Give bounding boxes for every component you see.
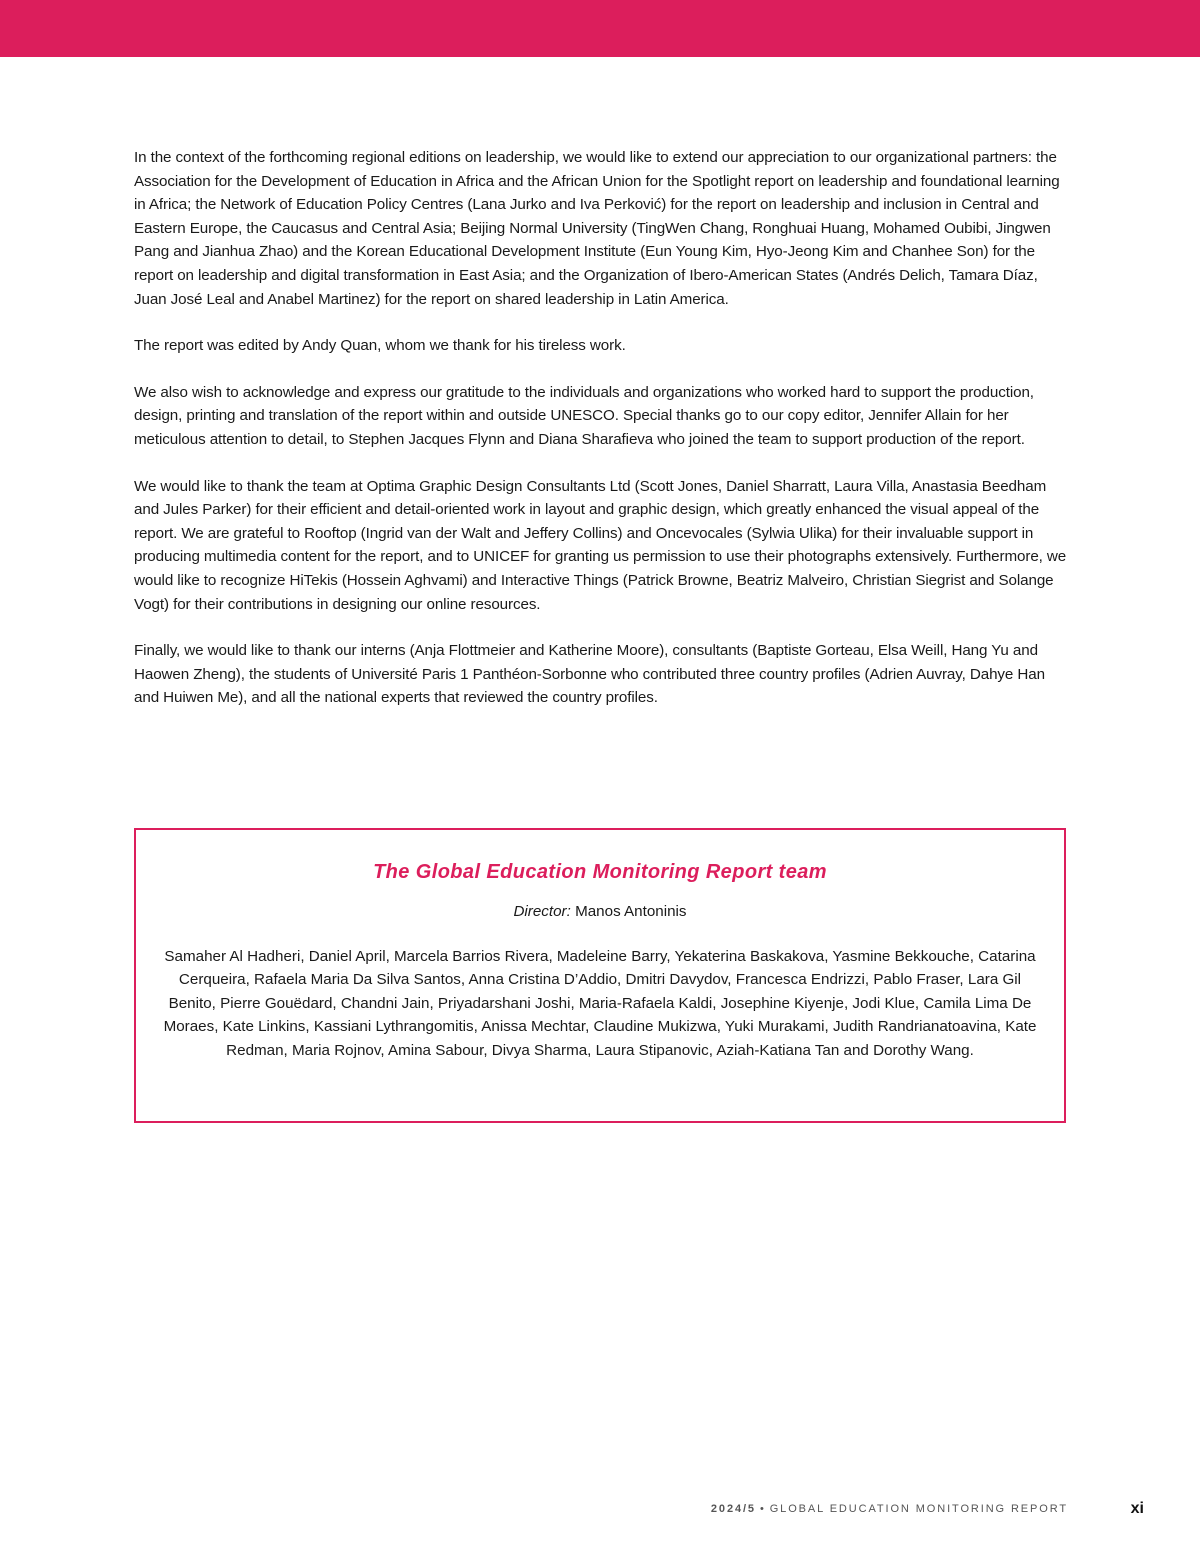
paragraph-regional-partners: In the context of the forthcoming regional editions on leadership, we would like to extend our appreciation to our organizational partners: the Association for the Development of Education in Africa and the African Union for the Spotlight report on leadership and foundational learning in Africa; the Network of Education Policy Centres (Lana Jurko and Iva Perković) for the report on leadership and inclusion in Central and Eastern Europe, the Caucasus and Central Asia; Beijing Normal University (TingWen Chang, Ronghuai Huang, Mohamed Oubibi, Jingwen Pang and Jianhua Zhao) and the Korean Educational Development Institute (Eun Young Kim, Hyo-Jeong Kim and Chanhee Son) for the report on leadership and digital transformation in East Asia; and the Organization of Ibero-American States (Andrés Delich, Tamara Díaz, Juan José Leal and Anabel Martinez) for the report on shared leadership in Latin America. xyxy=(134,149,1060,308)
paragraph-design: We would like to thank the team at Optima Graphic Design Consultants Ltd (Scott Jones, Daniel Sharratt, Laura Villa, Anastasia Beedham and Jules Parker) for their efficient and detail-oriented work in layout and graphic design, which greatly enhanced the visual appeal of the report. We are grateful to Rooftop (Ingrid van der Walt and Jeffery Collins) and Oncevocales (Sylwia Ulika) for their invaluable support in producing multimedia content for the report, and to UNICEF for granting us permission to use their photographs extensively. Furthermore, we would like to recognize HiTekis (Hossein Aghvami) and Interactive Things (Patrick Browne, Beatriz Malveiro, Christian Siegrist and Solange Vogt) for their contributions in designing our online resources. xyxy=(134,477,1067,613)
paragraph-production: We also wish to acknowledge and express our gratitude to the individuals and organizations who worked hard to support the production, design, printing and translation of the report within and outside UNESCO. Special thanks go to our copy editor, Jennifer Allain for her meticulous attention to detail, to Stephen Jacques Flynn and Diana Sharafieva who joined the team to support production of the report. xyxy=(134,383,1034,448)
footer-year: 2024/5 xyxy=(710,1503,756,1515)
paragraph-editor: The report was edited by Andy Quan, whom we thank for his tireless work. xyxy=(134,337,626,355)
paragraph-interns: Finally, we would like to thank our interns (Anja Flottmeier and Katherine Moore), consultants (Baptiste Gorteau, Elsa Weill, Hang Yu and Haowen Zheng), the students of Université Paris 1 Panthéon-Sorbonne who contributed three country profiles (Adrien Auvray, Dahye Han and Huiwen Me), and all the national experts that reviewed the country profiles. xyxy=(134,642,1045,707)
team-box-title: The Global Education Monitoring Report team xyxy=(373,861,827,883)
footer-separator: • xyxy=(759,1503,766,1515)
top-accent-band xyxy=(0,0,1200,57)
team-box xyxy=(134,828,1066,1123)
page-number: xi xyxy=(1130,1500,1144,1517)
running-footer xyxy=(600,1500,1068,1518)
director-line xyxy=(136,901,1064,923)
director-label: Director: xyxy=(513,903,571,920)
footer-report-name: GLOBAL EDUCATION MONITORING REPORT xyxy=(769,1503,1068,1515)
team-members: Samaher Al Hadheri, Daniel April, Marcela Barrios Rivera, Madeleine Barry, Yekaterina Baskakova, Yasmine Bekkouche, Catarina Cerqueira, Rafaela Maria Da Silva Santos, Anna Cristina D’Addio, Dmitri Davydov, Francesca Endrizzi, Pablo Fraser, Lara Gil Benito, Pierre Gouëdard, Chandni Jain, Priyadarshani Joshi, Maria-Rafaela Kaldi, Josephine Kiyenje, Jodi Klue, Camila Lima De Moraes, Kate Linkins, Kassiani Lythrangomitis, Anissa Mechtar, Claudine Mukizwa, Yuki Murakami, Judith Randrianatoavina, Kate Redman, Maria Rojnov, Amina Sabour, Divya Sharma, Laura Stipanovic, Aziah-Katiana Tan and Dorothy Wang. xyxy=(163,948,1037,1059)
director-name: Manos Antoninis xyxy=(575,903,687,920)
acknowledgements-body xyxy=(134,146,1068,733)
